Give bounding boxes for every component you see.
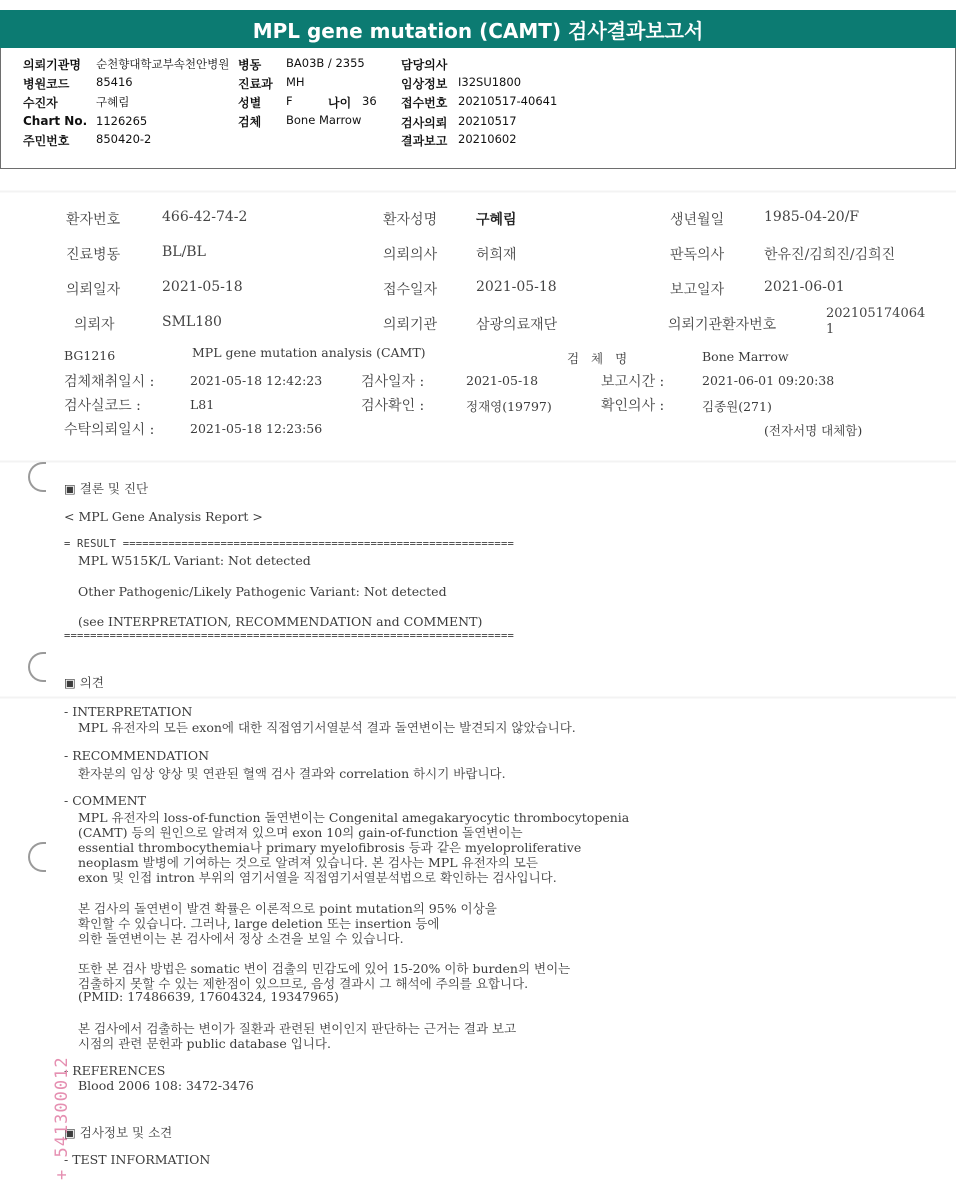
test-label: 검 체 명 (567, 351, 632, 366)
comment-line: 검출하지 못할 수 있는 제한점이 있으므로, 음성 결과시 그 해석에 주의를 요합니다. (78, 976, 529, 991)
patient-label: 판독의사 (670, 247, 725, 263)
hdr-label: 담당의사 (401, 58, 448, 72)
hdr-value: 20210517-40641 (458, 94, 558, 108)
header-info-box (0, 48, 956, 169)
comment-line: 의한 돌연변이는 본 검사에서 정상 소견을 보일 수 있습니다. (78, 931, 404, 946)
hdr-label: 병동 (238, 58, 262, 72)
patient-value: BL/BL (162, 244, 206, 260)
patient-label: 의뢰의사 (383, 247, 438, 263)
patient-label: 의뢰자 (74, 317, 115, 333)
test-label: 수탁의뢰일시 : (64, 422, 155, 438)
opinion-text: MPL 유전자의 모든 exon에 대한 직접염기서열분석 결과 돌연변이는 발견되지 않았습니다. (78, 720, 576, 735)
hdr-value: BA03B / 2355 (286, 56, 365, 70)
hdr-label: 병원코드 (23, 77, 70, 91)
comment-line: neoplasm 발병에 기여하는 것으로 알려져 있습니다. 본 검사는 MPL 유전자의 모든 (78, 855, 538, 870)
test-label: 보고시간 : (601, 374, 665, 390)
result-line: MPL W515K/L Variant: Not detected (78, 553, 311, 568)
test-value: 2021-06-01 09:20:38 (702, 373, 835, 388)
patient-label: 접수일자 (383, 282, 438, 298)
report-title: MPL gene mutation (CAMT) 검사결과보고서 (252, 18, 704, 43)
result-line: (see INTERPRETATION, RECOMMENDATION and COMMENT) (78, 614, 483, 629)
comment-line: (CAMT) 등의 원인으로 알려져 있으며 exon 10의 gain-of-function 돌연변이는 (78, 825, 523, 840)
hdr-value: 36 (362, 94, 377, 108)
test-label: 검사실코드 : (64, 398, 141, 414)
patient-label: 생년월일 (670, 212, 725, 228)
patient-value: SML180 (162, 314, 222, 330)
hdr-label: 검사의뢰 (401, 116, 448, 130)
patient-value: 2021-05-18 (476, 279, 557, 295)
hdr-label: 의뢰기관명 (23, 58, 81, 72)
hdr-label: 검체 (238, 115, 262, 129)
patient-label: 진료병동 (66, 247, 121, 263)
patient-value: 허희재 (476, 247, 517, 263)
patient-label: 의뢰기관환자번호 (668, 317, 777, 333)
hdr-label: 나이 (328, 96, 352, 110)
comment-line: 시점의 관련 문헌과 public database 입니다. (78, 1036, 331, 1051)
test-value: 2021-05-18 12:42:23 (190, 373, 323, 388)
patient-label: 의뢰일자 (66, 282, 121, 298)
patient-value: 한유진/김희진/김희진 (764, 247, 896, 263)
patient-value: 2021-06-01 (764, 279, 845, 295)
test-code: BG1216 (64, 348, 116, 363)
scan-artifact (0, 190, 956, 193)
comment-line: exon 및 인접 intron 부위의 염기서열을 직접염기서열분석법으로 확인하는 검사입니다. (78, 870, 557, 885)
hdr-label: 수진자 (23, 96, 58, 110)
section-heading: ▣ 검사정보 및 소견 (64, 1125, 173, 1140)
patient-label: 의뢰기관 (383, 317, 438, 333)
punch-hole (28, 842, 46, 872)
punch-hole (28, 462, 46, 492)
hdr-label: 접수번호 (401, 96, 448, 110)
hdr-value: Bone Marrow (286, 113, 362, 127)
reference-text: Blood 2006 108: 3472-3476 (78, 1078, 254, 1093)
sub-label: - REFERENCES (64, 1063, 166, 1078)
scan-artifact (0, 696, 956, 699)
section-heading: ▣ 결론 및 진단 (64, 481, 149, 496)
hdr-value: 순천향대학교부속천안병원 (96, 57, 230, 71)
patient-value: 1 (826, 322, 835, 337)
hdr-value: I32SU1800 (458, 75, 522, 89)
opinion-text: 환자분의 임상 양상 및 연관된 혈액 검사 결과와 correlation 하시기 바랍니다. (78, 766, 506, 781)
hdr-value: F (286, 94, 293, 108)
hdr-value: 1126265 (96, 114, 148, 128)
hdr-value: 85416 (96, 75, 133, 89)
patient-value: 삼광의료재단 (476, 317, 558, 333)
section-heading: ▣ 의견 (64, 675, 104, 690)
comment-line: 또한 본 검사 방법은 somatic 변이 검출의 민감도에 있어 15-20% 이하 burden의 변이는 (78, 961, 571, 976)
patient-label: 환자번호 (66, 212, 121, 228)
patient-value: 466-42-74-2 (162, 209, 248, 225)
test-label: 확인의사 : (601, 398, 665, 414)
hdr-label: 결과보고 (401, 134, 448, 148)
sub-label: - COMMENT (64, 793, 147, 808)
patient-label: 보고일자 (670, 282, 725, 298)
patient-label: 환자성명 (383, 212, 438, 228)
test-label: 검사확인 : (361, 398, 425, 414)
hdr-value: MH (286, 75, 305, 89)
test-label: 검체채취일시 : (64, 374, 155, 390)
comment-line: 본 검사의 돌연변이 발견 확률은 이론적으로 point mutation의 95% 이상을 (78, 901, 497, 916)
comment-line: 본 검사에서 검출하는 변이가 질환과 관련된 변이인지 판단하는 근거는 결과 보고 (78, 1021, 517, 1036)
hdr-label: 임상정보 (401, 77, 448, 91)
test-value: 2021-05-18 12:23:56 (190, 421, 323, 436)
stamp-number: + 541300012 (52, 1056, 72, 1180)
test-name: MPL gene mutation analysis (CAMT) (192, 345, 426, 360)
comment-line: MPL 유전자의 loss-of-function 돌연변이는 Congenital amegakaryocytic thrombocytopenia (78, 810, 630, 825)
sub-label: - INTERPRETATION (64, 704, 193, 719)
result-divider: = RESULT ============================================================ (64, 538, 514, 550)
test-value: 정재영(19797) (466, 399, 552, 414)
esign-note: (전자서명 대체함) (764, 423, 863, 438)
result-line: Other Pathogenic/Likely Pathogenic Variant: Not detected (78, 584, 447, 599)
test-value: 2021-05-18 (466, 373, 539, 388)
scan-artifact (0, 460, 956, 463)
hdr-value: 20210517 (458, 114, 517, 128)
test-value: 김종원(271) (702, 399, 772, 414)
comment-line: 확인할 수 있습니다. 그러나, large deletion 또는 insertion 등에 (78, 916, 440, 931)
hdr-value: 20210602 (458, 132, 517, 146)
patient-value: 1985-04-20/F (764, 209, 860, 225)
hdr-value: 구혜림 (96, 95, 130, 109)
hdr-label: Chart No. (23, 114, 88, 128)
hdr-value: 850420-2 (96, 132, 152, 146)
sub-label: - RECOMMENDATION (64, 748, 210, 763)
sub-label: - TEST INFORMATION (64, 1152, 211, 1167)
punch-hole (28, 652, 46, 682)
patient-value: 202105174064 (826, 306, 926, 321)
hdr-label: 성별 (238, 96, 262, 110)
test-value: Bone Marrow (702, 349, 789, 364)
result-divider: ===================================================================== (64, 630, 514, 642)
hdr-label: 주민번호 (23, 134, 70, 148)
comment-line: essential thrombocythemia나 primary myelofibrosis 등과 같은 myeloproliferative (78, 840, 582, 855)
patient-value: 2021-05-18 (162, 279, 243, 295)
comment-line: (PMID: 17486639, 17604324, 19347965) (78, 989, 339, 1004)
hdr-label: 진료과 (238, 77, 273, 91)
test-value: L81 (190, 397, 215, 412)
test-label: 검사일자 : (361, 374, 425, 390)
report-subtitle: < MPL Gene Analysis Report > (64, 509, 263, 524)
report-title-banner (0, 10, 956, 48)
patient-name: 구혜림 (476, 212, 517, 228)
